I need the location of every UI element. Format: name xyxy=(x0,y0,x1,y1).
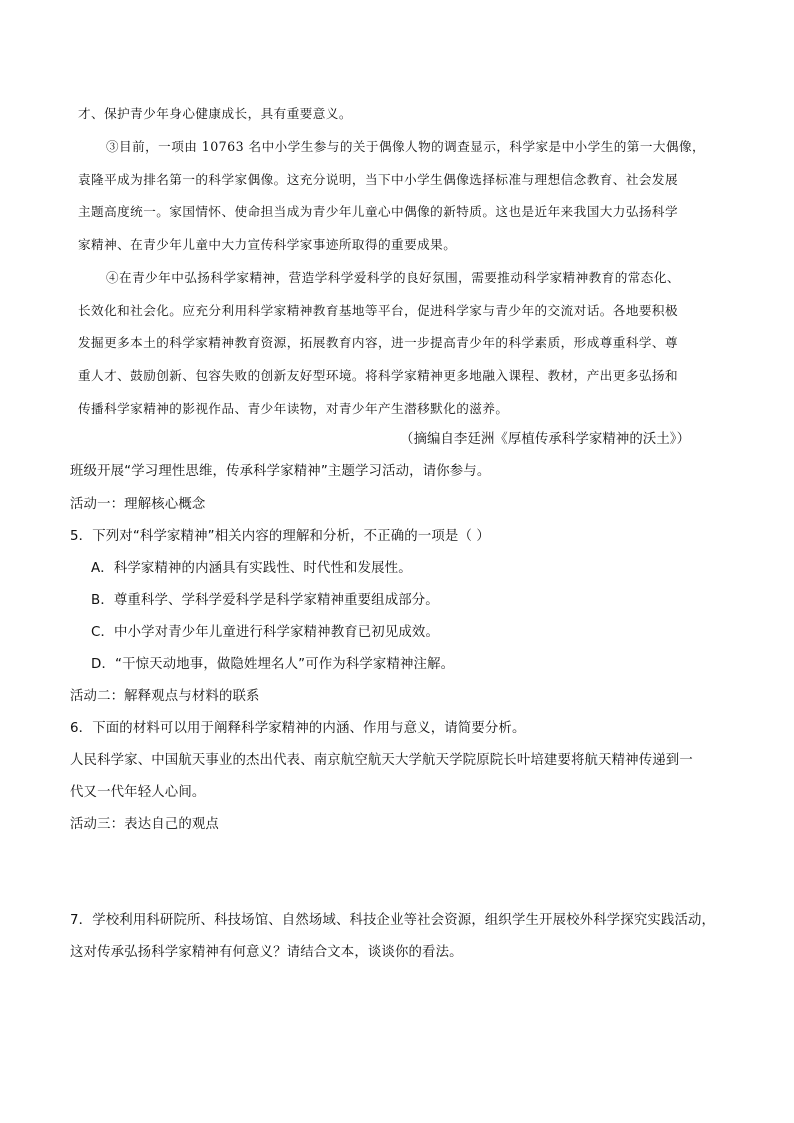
question-6-material-line-1: 人民科学家、中国航天事业的杰出代表、南京航空航天大学航天学院原院长叶培建要将航天精神传递到一 xyxy=(70,753,693,768)
excerpt-source: （摘编自李廷洲《厚植传承科学家精神的沃土》） xyxy=(400,432,691,447)
question-5-option-a: A．科学家精神的内涵具有实践性、时代性和发展性。 xyxy=(91,561,412,576)
question-6-stem: 6．下面的材料可以用于阐释科学家精神的内涵、作用与意义，请简要分析。 xyxy=(70,721,526,736)
excerpt-paragraph-3-line-4: 家精神、在青少年儿童中大力宣传科学家事迹所取得的重要成果。 xyxy=(78,237,457,252)
excerpt-line-1: 才、保护青少年身心健康成长，具有重要意义。 xyxy=(78,106,352,121)
excerpt-paragraph-4-line-3: 发掘更多本土的科学家精神教育资源，拓展教育内容，进一步提高青少年的科学素质，形成尊重科学、尊 xyxy=(78,335,679,350)
activity-3-heading: 活动三：表达自己的观点 xyxy=(70,817,219,832)
excerpt-paragraph-3-line-2: 袁隆平成为排名第一的科学家偶像。这充分说明，当下中小学生偶像选择标准与理想信念教育、社会发展 xyxy=(78,172,679,187)
question-5-option-b: B．尊重科学、学科学爱科学是科学家精神重要组成部分。 xyxy=(91,593,439,608)
question-5-option-d: D．“干惊天动地事，做隐姓埋名人”可作为科学家精神注解。 xyxy=(91,657,455,672)
question-5-option-c: C．中小学对青少年儿童进行科学家精神教育已初见成效。 xyxy=(91,625,440,640)
activity-2-heading: 活动二：解释观点与材料的联系 xyxy=(70,689,260,704)
activity-1-heading: 活动一：理解核心概念 xyxy=(70,497,206,512)
excerpt-paragraph-4-line-2: 长效化和社会化。应充分利用科学家精神教育基地等平台，促进科学家与青少年的交流对话。各地要积极 xyxy=(78,303,679,318)
activity-intro: 班级开展“学习理性思维，传承科学家精神”主题学习活动，请你参与。 xyxy=(70,464,491,479)
excerpt-paragraph-4-line-5: 传播科学家精神的影视作品、青少年读物，对青少年产生潜移默化的滋养。 xyxy=(78,401,509,416)
question-7-line-1: 7．学校利用科研院所、科技场馆、自然场域、科技企业等社会资源，组织学生开展校外科学探究实践活动， xyxy=(70,913,716,928)
question-7-line-2: 这对传承弘扬科学家精神有何意义？请结合文本，谈谈你的看法。 xyxy=(70,945,463,960)
excerpt-paragraph-4-line-1: ④在青少年中弘扬科学家精神，营造学科学爱科学的良好氛围，需要推动科学家精神教育的常态化、 xyxy=(106,270,680,285)
excerpt-paragraph-4-line-4: 重人才、鼓励创新、包容失败的创新友好型环境。将科学家精神更多地融入课程、教材，产出更多弘扬和 xyxy=(78,368,679,383)
question-5-stem: 5．下列对“科学家精神”相关内容的理解和分析，不正确的一项是（ ） xyxy=(70,529,490,544)
excerpt-paragraph-3-line-1: ③目前，一项由 10763 名中小学生参与的关于偶像人物的调查显示，科学家是中小学生的第一大偶像， xyxy=(106,139,706,154)
question-6-material-line-2: 代又一代年轻人心间。 xyxy=(70,785,206,800)
excerpt-paragraph-3-line-3: 主题高度统一。家国情怀、使命担当成为青少年儿童心中偶像的新特质。这也是近年来我国大力弘扬科学 xyxy=(78,204,679,219)
